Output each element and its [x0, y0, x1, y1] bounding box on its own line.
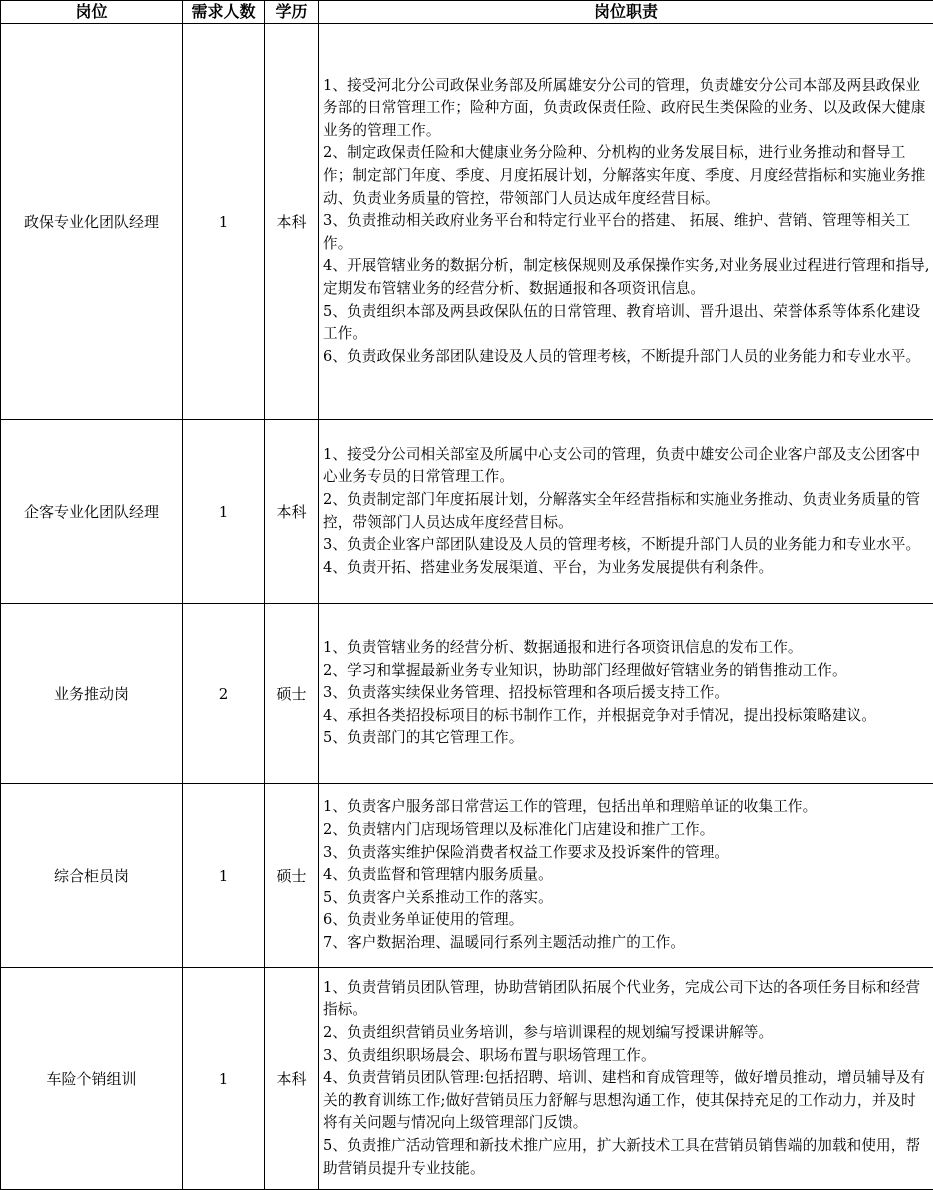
duties-cell: [319, 784, 933, 968]
duty-item: 1、接受河北分公司政保业务部及所属雄安分公司的管理，负责雄安分公司本部及两县政保业务部的日常管理工作；险种方面，负责政保责任险、政府民生类保险的业务、以及政保大健康业务的管理工作。: [323, 76, 926, 139]
duty-item: 2、负责组织营销员业务培训，参与培训课程的规划编写授课讲解等。: [323, 1024, 774, 1042]
table-row: [1, 784, 933, 968]
duty-item: 1、负责客户服务部日常营运工作的管理，包括出单和理赔单证的收集工作。: [323, 798, 818, 816]
table-row: [1, 24, 933, 420]
table-header: [1, 1, 933, 24]
duty-item: 4、负责营销员团队管理:包括招聘、培训、建档和育成管理等，做好增员推动，增员辅导及有关的教育训练工作;做好营销员压力舒解与思想沟通工作，使其保持充足的工作动力，并及时将有关问题与情况向上级管理部门反馈。: [323, 1069, 926, 1132]
duty-item: 5、负责组织本部及两县政保队伍的日常管理、教育培训、晋升退出、荣誉体系等体系化建设工作。: [323, 302, 921, 343]
table-row: [1, 420, 933, 604]
education-cell: 本科: [265, 968, 319, 1190]
duty-item: 1、负责管辖业务的经营分析、数据通报和进行各项资讯信息的发布工作。: [323, 639, 803, 657]
duty-item: 2、学习和掌握最新业务专业知识，协助部门经理做好管辖业务的销售推动工作。: [323, 661, 847, 679]
duty-item: 5、负责部门的其它管理工作。: [323, 729, 524, 747]
duty-item: 6、负责政保业务部团队建设及人员的管理考核，不断提升部门人员的业务能力和专业水平。: [323, 347, 921, 365]
count-cell: 1: [183, 968, 265, 1190]
post-cell: 车险个销组训: [1, 968, 183, 1190]
duty-item: 4、负责监督和管理辖内服务质量。: [323, 866, 553, 884]
duty-item: 1、接受分公司相关部室及所属中心支公司的管理，负责中雄安公司企业客户部及支公团客中心业务专员的日常管理工作。: [323, 445, 921, 486]
duties-cell: [319, 968, 933, 1190]
duty-item: 2、负责制定部门年度拓展计划，分解落实全年经营指标和实施业务推动、负责业务质量的管控，带领部门人员达成年度经营目标。: [323, 490, 921, 531]
header-row: [1, 1, 933, 24]
duty-item: 7、客户数据治理、温暖同行系列主题活动推广的工作。: [323, 933, 686, 951]
post-cell: 企客专业化团队经理: [1, 420, 183, 604]
header-duties: 岗位职责: [319, 1, 933, 24]
duty-item: 3、负责落实续保业务管理、招投标管理和各项后援支持工作。: [323, 684, 730, 702]
duty-item: 4、负责开拓、搭建业务发展渠道、平台，为业务发展提供有利条件。: [323, 558, 774, 576]
duty-item: 3、负责组织职场晨会、职场布置与职场管理工作。: [323, 1046, 656, 1064]
duty-item: 3、负责企业客户部团队建设及人员的管理考核，不断提升部门人员的业务能力和专业水平。: [323, 536, 921, 554]
header-post: 岗位: [1, 1, 183, 24]
duty-item: 3、负责落实维护保险消费者权益工作要求及投诉案件的管理。: [323, 843, 730, 861]
count-cell: 1: [183, 784, 265, 968]
table-row: [1, 604, 933, 784]
post-cell: 业务推动岗: [1, 604, 183, 784]
education-cell: 本科: [265, 420, 319, 604]
duty-item: 4、承担各类招投标项目的标书制作工作，并根据竞争对手情况，提出投标策略建议。: [323, 706, 877, 724]
duties-cell: [319, 24, 933, 420]
post-cell: 综合柜员岗: [1, 784, 183, 968]
duty-item: 5、负责客户关系推动工作的落实。: [323, 888, 553, 906]
education-cell: 硕士: [265, 784, 319, 968]
duty-item: 5、负责推广活动管理和新技术推广应用，扩大新技术工具在营销员销售端的加载和使用，帮助营销员提升专业技能。: [323, 1136, 921, 1177]
table-body: [1, 24, 933, 1190]
duty-item: 2、制定政保责任险和大健康业务分险种、分机构的业务发展目标，进行业务推动和督导工作；制定部门年度、季度、月度拓展计划，分解落实年度、季度、月度经营指标和实施业务推动、负责业务质量的管控，带领部门人员达成年度经营目标。: [323, 144, 926, 207]
table-row: [1, 968, 933, 1190]
duty-item: 3、负责推动相关政府业务平台和特定行业平台的搭建、 拓展、维护、营销、管理等相关工作。: [323, 212, 911, 252]
count-cell: 1: [183, 24, 265, 420]
count-cell: 2: [183, 604, 265, 784]
post-cell: 政保专业化团队经理: [1, 24, 183, 420]
duty-item: 2、负责辖内门店现场管理以及标准化门店建设和推广工作。: [323, 821, 715, 839]
duties-cell: [319, 420, 933, 604]
duty-item: 4、开展管辖业务的数据分析，制定核保规则及承保操作实务,对业务展业过程进行管理和指导,定期发布管辖业务的经营分析、数据通报和各项资讯信息。: [323, 257, 930, 297]
duties-cell: [319, 604, 933, 784]
duty-item: 6、负责业务单证使用的管理。: [323, 911, 524, 929]
education-cell: 本科: [265, 24, 319, 420]
count-cell: 1: [183, 420, 265, 604]
duty-item: 1、负责营销员团队管理，协助营销团队拓展个代业务，完成公司下达的各项任务目标和经营指标。: [323, 978, 921, 1019]
header-education: 学历: [265, 1, 319, 24]
header-count: 需求人数: [183, 1, 265, 24]
education-cell: 硕士: [265, 604, 319, 784]
